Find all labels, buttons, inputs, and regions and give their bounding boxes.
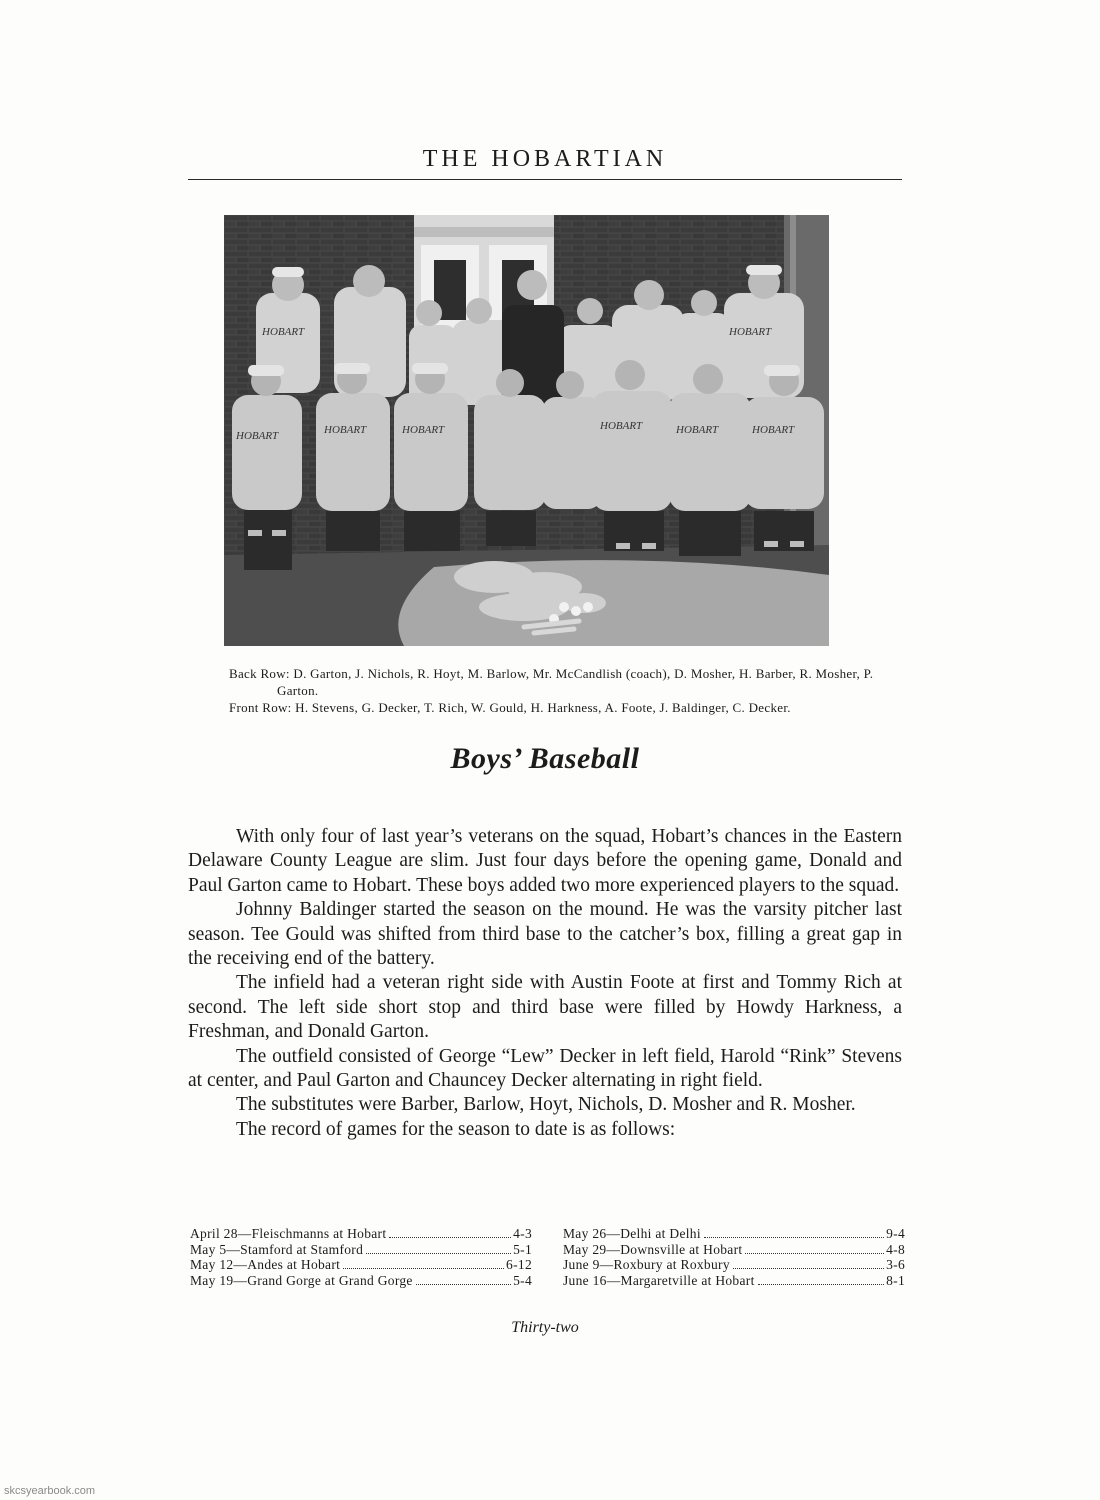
game-entry (563, 1226, 905, 1242)
leader-dots (366, 1253, 511, 1254)
game-entry (190, 1257, 532, 1273)
game-label: June 9—Roxbury at Roxbury (563, 1257, 730, 1272)
leader-dots (343, 1268, 504, 1269)
leader-dots (389, 1237, 511, 1238)
caption-back-row: Back Row: D. Garton, J. Nichols, R. Hoyt, M. Barlow, Mr. McCandlish (coach), D. Mosher, H. Barber, R. Mosher, P. Garton. (229, 666, 874, 698)
jersey-text: HOBART (676, 424, 719, 436)
paragraph: The infield had a veteran right side with Austin Foote at first and Tommy Rich at second. The left side short stop and third base were filled by Howdy Harkness, a Freshman, and Donald Garton. (188, 972, 902, 1043)
game-label: May 19—Grand Gorge at Grand Gorge (190, 1272, 413, 1288)
game-label: May 5—Stamford at Stamford (190, 1241, 364, 1257)
leader-dots (758, 1284, 884, 1285)
page-number: Thirty-two (511, 1319, 579, 1336)
article-body (188, 825, 902, 1142)
team-photo (224, 215, 829, 646)
jersey-text: HOBART (402, 424, 445, 436)
leader-dots (416, 1284, 511, 1285)
jersey-text: HOBART (262, 326, 305, 338)
jersey-text: HOBART (729, 326, 772, 338)
paragraph: With only four of last year’s veterans on the squad, Hobart’s chances in the Eastern Delaware County League are slim. Just four days before the opening game, Donald and Paul Garton came to Hobart. These boys added two more experienced players to the squad. (188, 826, 902, 896)
game-entry (563, 1273, 905, 1289)
leader-dots (733, 1268, 884, 1269)
game-score: 5-1 (513, 1241, 532, 1257)
jersey-text: HOBART (600, 420, 643, 432)
game-label: April 28—Fleischmanns at Hobart (190, 1226, 387, 1241)
game-score: 6-12 (506, 1257, 532, 1272)
game-label: May 12—Andes at Hobart (190, 1257, 341, 1272)
leader-dots (704, 1237, 884, 1238)
game-label: May 26—Delhi at Delhi (563, 1226, 701, 1241)
record-column-right (563, 1226, 905, 1288)
game-score: 3-6 (886, 1257, 905, 1272)
leader-dots (745, 1253, 884, 1254)
jersey-text: HOBART (324, 424, 367, 436)
game-entry (190, 1273, 532, 1289)
game-entry (563, 1257, 905, 1273)
game-entry (190, 1242, 532, 1258)
caption-front-row: Front Row: H. Stevens, G. Decker, T. Rich, W. Gould, H. Harkness, A. Foote, J. Baldinger, C. Decker. (229, 700, 791, 715)
paragraph: The substitutes were Barber, Barlow, Hoyt, Nichols, D. Mosher and R. Mosher. (236, 1094, 856, 1116)
game-score: 9-4 (886, 1226, 905, 1241)
jersey-text: HOBART (752, 424, 795, 436)
jersey-text: HOBART (236, 430, 279, 442)
paragraph: The outfield consisted of George “Lew” Decker in left field, Harold “Rink” Stevens at center, and Paul Garton and Chauncey Decker alternating in right field. (188, 1045, 902, 1092)
game-score: 4-8 (886, 1241, 905, 1257)
game-label: May 29—Downsville at Hobart (563, 1241, 743, 1257)
header-rule (188, 179, 902, 180)
game-score: 8-1 (886, 1272, 905, 1288)
game-entry (190, 1226, 532, 1242)
game-record (190, 1226, 905, 1288)
paragraph: Johnny Baldinger started the season on the mound. He was the varsity pitcher last season. Tee Gould was shifted from third base to the catcher’s box, filling a great gap in the receiving end of the battery. (188, 899, 902, 970)
game-score: 4-3 (513, 1226, 532, 1241)
watermark: skcsyearbook.com (4, 1485, 96, 1497)
game-label: June 16—Margaretville at Hobart (563, 1272, 755, 1288)
running-head: THE HOBARTIAN (422, 146, 668, 172)
game-score: 5-4 (513, 1272, 532, 1288)
game-entry (563, 1242, 905, 1258)
paragraph: The record of games for the season to date is as follows: (236, 1118, 676, 1140)
photo-caption (229, 665, 879, 716)
article-title: Boys’ Baseball (450, 742, 640, 775)
record-column-left (190, 1226, 532, 1288)
